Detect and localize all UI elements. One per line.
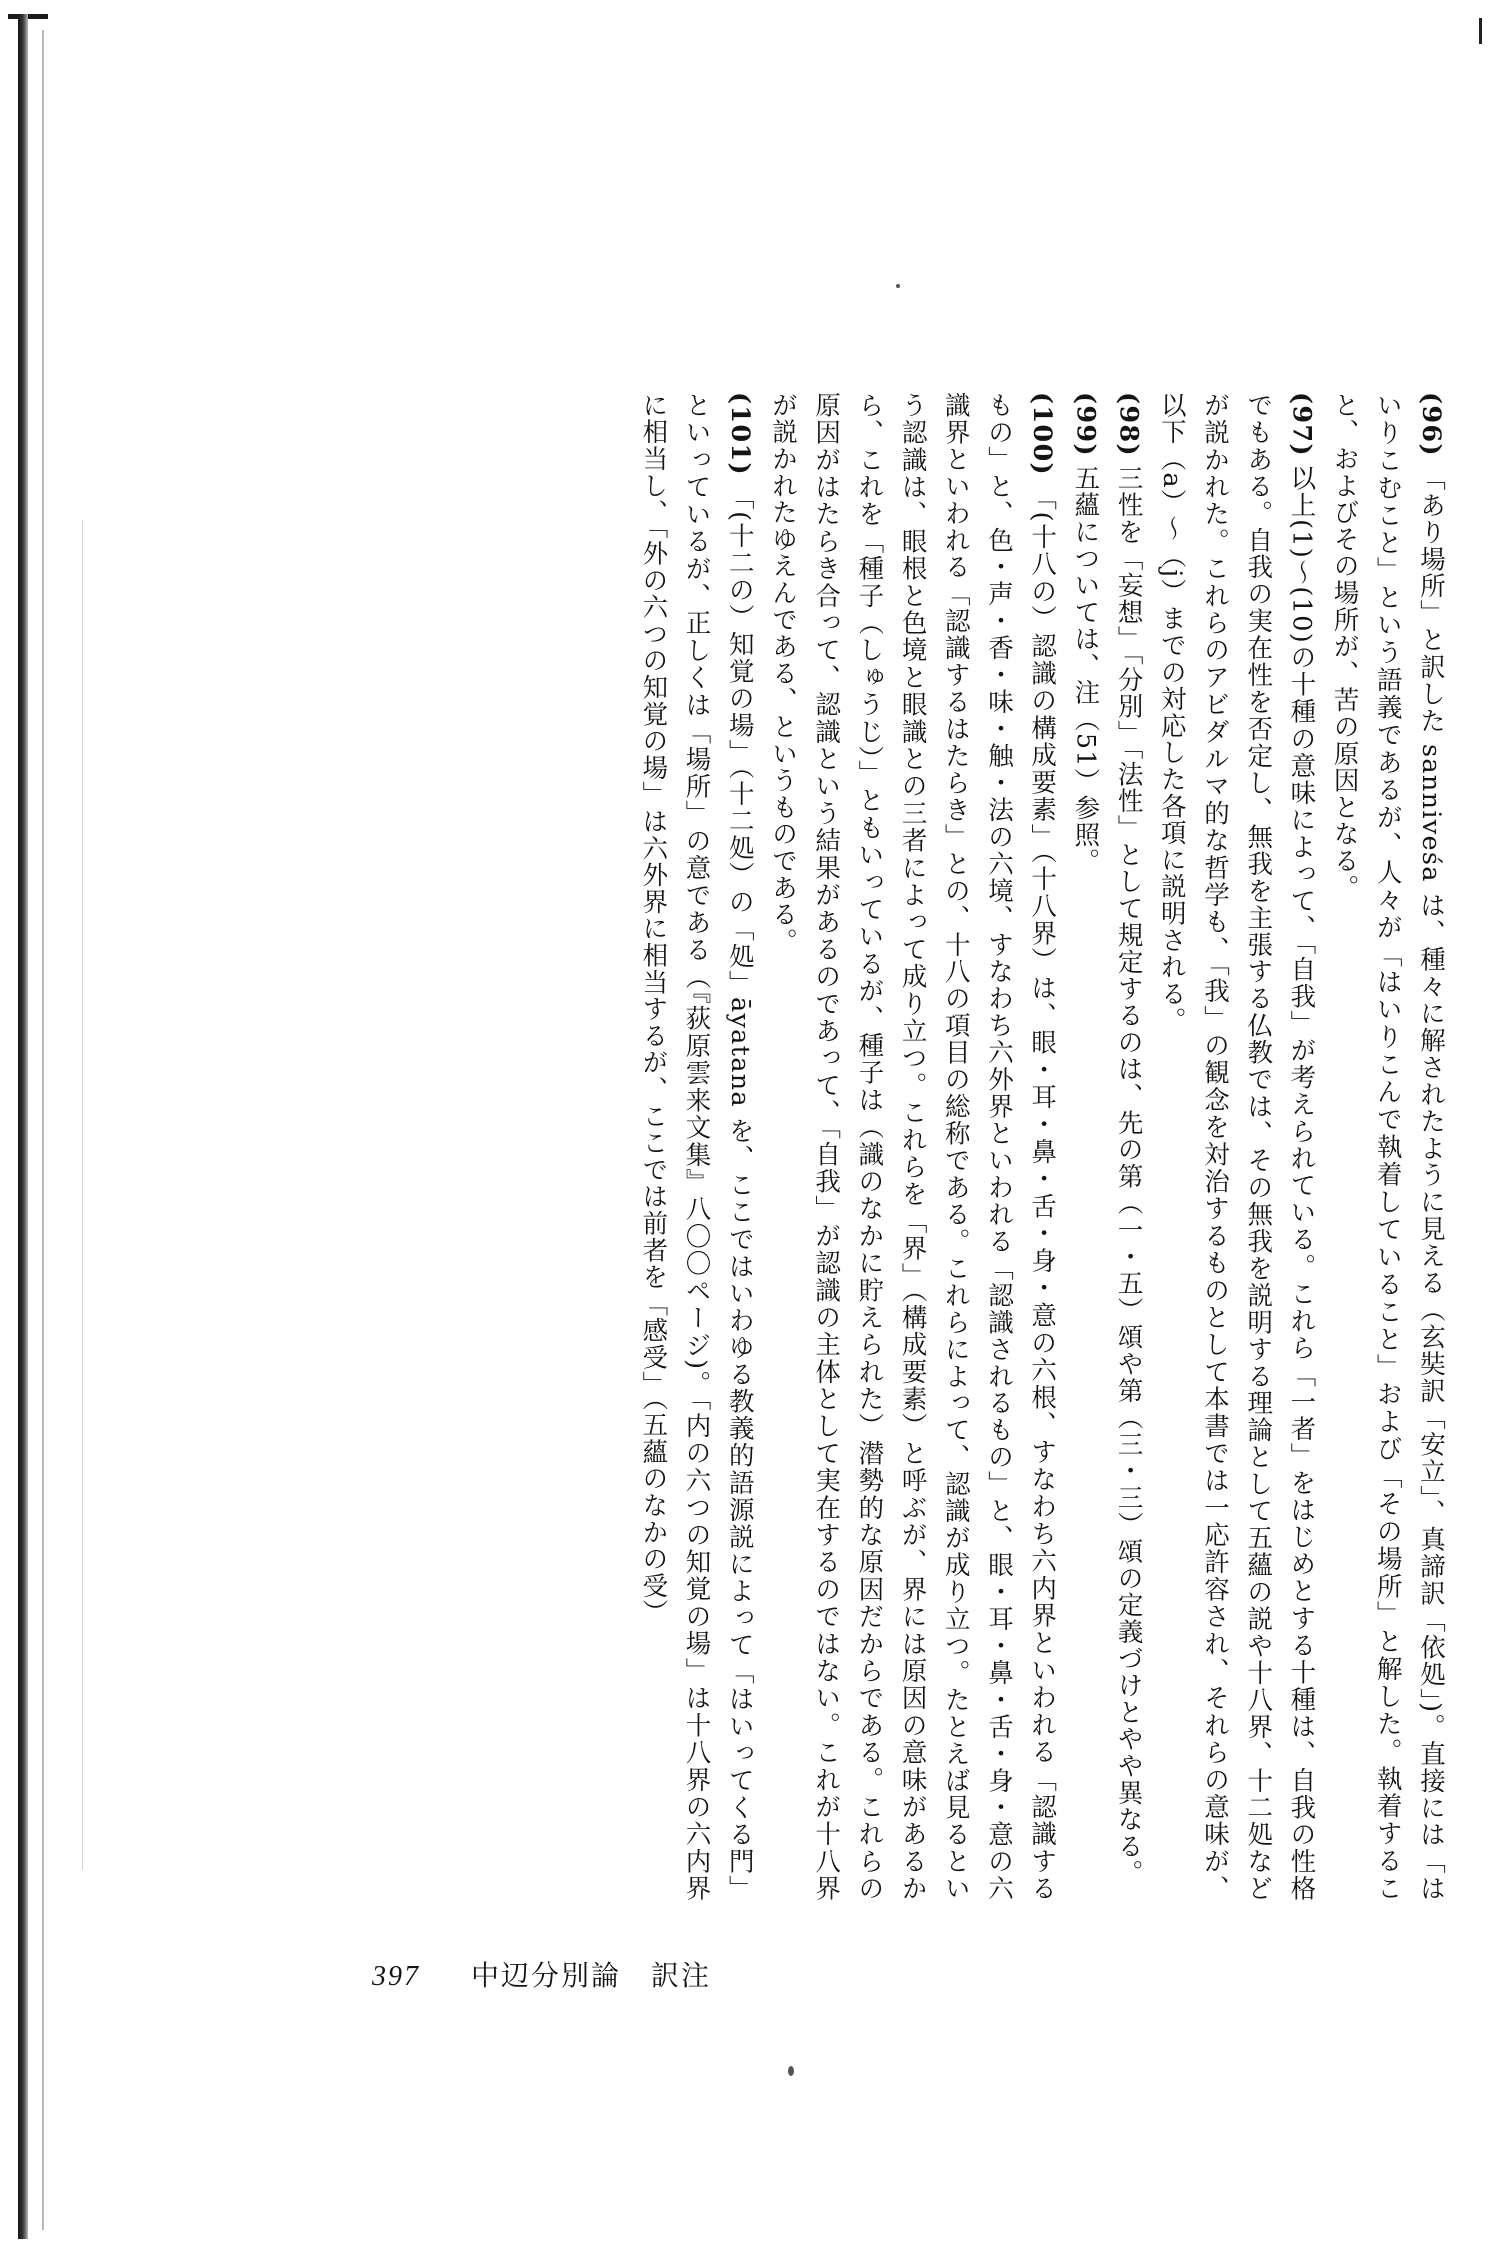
binding-edge-line bbox=[42, 30, 44, 2230]
page-footer bbox=[372, 1954, 711, 1994]
binding-faint-line bbox=[82, 520, 83, 1870]
note-text: 「(十二の）知覚の場」（十二処）の「処」āyatana を、ここではいわゆる教義的語源説によって「はいってくる門」といっているが、正しくは「場所」の意である（『荻原雲来文集』八〇〇ページ)。「内の六つの知覚の場」は十八界の六内界に相当し、「外の六つの知覚の場」は六外界に相当するが、ここでは前者を「感受」（五蘊のなかの受） bbox=[638, 392, 755, 1902]
corner-mark bbox=[1479, 18, 1482, 44]
running-title: 中辺分別論 訳注 bbox=[471, 1961, 712, 1992]
note-number: (99) bbox=[1070, 392, 1101, 457]
note-number: (98) bbox=[1113, 392, 1144, 457]
note-text: 以上(1)〜(10)の十種の意味によって、「自我」が考えられている。これら「一者」をはじめとする十種は、自我の性格でもある。自我の実在性を否定し、無我を主張する仏教では、その無我を説明する理論として五蘊の説や十八界、十二処などが説かれた。これらのアビダルマ的な哲学も、「我」の観念を対治するものとして本書では一応許容され、それらの意味が、以下（a）〜（j）までの対応した各項に説明される。 bbox=[1156, 392, 1317, 1902]
annotation-text-block bbox=[202, 392, 1452, 1902]
note-number: (101) bbox=[724, 392, 755, 476]
scan-speck bbox=[788, 2066, 794, 2076]
note-96 bbox=[1322, 392, 1452, 1902]
note-number: (97) bbox=[1286, 392, 1317, 457]
note-number: (96) bbox=[1416, 392, 1446, 457]
note-number: (100) bbox=[1027, 392, 1058, 476]
binding-shadow bbox=[18, 14, 28, 2239]
note-99 bbox=[1063, 392, 1106, 1902]
page-number: 397 bbox=[372, 1961, 420, 1992]
note-text: 「あり場所」と訳した sanniveśa は、種々に解されたように見える（玄奘訳「安立」、真諦訳「依処」)。直接には「はいりこむこと」という語義であるが、人々が「はいりこんで執着していること」および「その場所」と解した。執着すること、およびその場所が、苦の原因となる。 bbox=[1329, 392, 1446, 1902]
note-101 bbox=[631, 392, 761, 1902]
note-text: 「(十八の）認識の構成要素」（十八界）は、眼・耳・鼻・舌・身・意の六根、すなわち六内界といわれる「認識するもの」と、色・声・香・味・触・法の六境、すなわち六外界といわれる「認識されるもの」と、眼・耳・鼻・舌・身・意の六識界といわれる「認識するはたらき」との、十八の項目の総称である。これらによって、認識が成り立つ。たとえば見るという認識は、眼根と色境と眼識との三者によって成り立つ。これらを「界」（構成要素）と呼ぶが、界には原因の意味があるから、これを「種子（しゅうじ）」ともいっているが、種子は（識のなかに貯えられた）潜勢的な原因だからである。これらの原因がはたらき合って、認識という結果があるのであって、「自我」が認識の主体として実在するのではない。これが十八界が説かれたゆえんである、というものである。 bbox=[767, 392, 1058, 1902]
binding-shadow-cap bbox=[8, 14, 48, 19]
note-97 bbox=[1150, 392, 1323, 1902]
scan-speck bbox=[896, 284, 900, 288]
note-text: 五蘊については、注（51）参照。 bbox=[1070, 464, 1101, 876]
note-100 bbox=[761, 392, 1063, 1902]
note-98 bbox=[1106, 392, 1149, 1902]
note-text: 三性を「妄想」「分別」「法性」として規定するのは、先の第（一・五）頌や第（三・三）頌の定義づけとやや異なる。 bbox=[1113, 464, 1144, 1887]
